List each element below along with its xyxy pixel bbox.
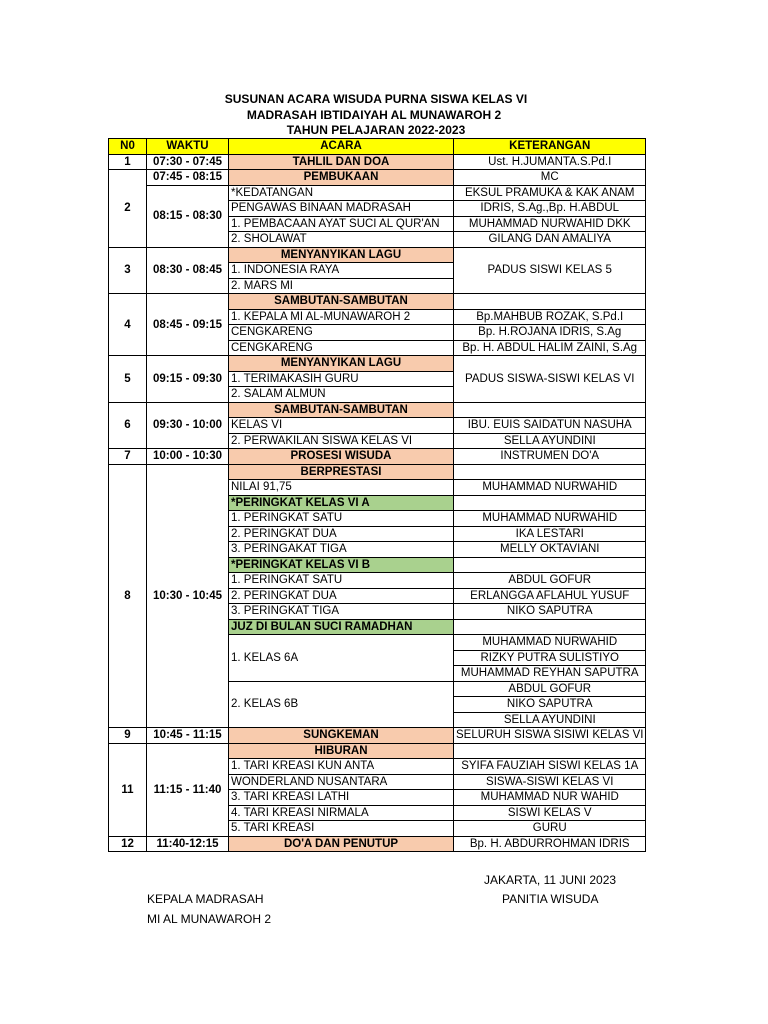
row-acara: CENGKARENG	[229, 325, 454, 341]
row-keterangan: Bp. H.ROJANA IDRIS, S.Ag	[454, 325, 646, 341]
row-keterangan: IKA LESTARI	[454, 526, 646, 542]
row-acara: PENGAWAS BINAAN MADRASAH	[229, 201, 454, 217]
schedule-table	[108, 138, 646, 852]
table-header-row	[109, 139, 646, 155]
row-time: 10:45 - 11:15	[147, 728, 229, 744]
row-keterangan: PADUS SISWI KELAS 5	[454, 247, 646, 294]
row-acara: 1. KELAS 6A	[229, 635, 454, 682]
row-acara: 2. SALAM ALMUN	[229, 387, 454, 403]
committee-label: PANITIA WISUDA	[502, 892, 599, 906]
table-row	[109, 294, 646, 310]
section-title: HIBURAN	[229, 743, 454, 759]
row-acara: 1. TARI KREASI KUN ANTA	[229, 759, 454, 775]
row-number: 8	[109, 464, 147, 728]
row-time: 11:40-12:15	[147, 836, 229, 852]
row-keterangan: ERLANGGA AFLAHUL YUSUF	[454, 588, 646, 604]
row-keterangan: SELLA AYUNDINI	[454, 433, 646, 449]
rank-group-title: *PERINGKAT KELAS VI B	[229, 557, 454, 573]
row-keterangan: SYIFA FAUZIAH SISWI KELAS 1A	[454, 759, 646, 775]
row-time: 10:00 - 10:30	[147, 449, 229, 465]
title-line-3: TAHUN PELAJARAN 2022-2023	[286, 123, 466, 137]
row-number: 12	[109, 836, 147, 852]
row-acara: 1. INDONESIA RAYA	[229, 263, 454, 279]
row-keterangan: ABDUL GOFUR	[454, 681, 646, 697]
row-time: 09:15 - 09:30	[147, 356, 229, 403]
row-keterangan	[454, 557, 646, 573]
row-keterangan: SISWA-SISWI KELAS VI	[454, 774, 646, 790]
row-keterangan	[454, 495, 646, 511]
table-row	[109, 154, 646, 170]
row-keterangan: PADUS SISWA-SISWI KELAS VI	[454, 356, 646, 403]
row-number: 4	[109, 294, 147, 356]
row-keterangan: IBU. EUIS SAIDATUN NASUHA	[454, 418, 646, 434]
section-title: SAMBUTAN-SAMBUTAN	[229, 294, 454, 310]
row-number: 11	[109, 743, 147, 836]
row-keterangan: NIKO SAPUTRA	[454, 604, 646, 620]
row-time: 07:30 - 07:45	[147, 154, 229, 170]
row-keterangan: Ust. H.JUMANTA.S.Pd.I	[454, 154, 646, 170]
row-keterangan	[454, 294, 646, 310]
section-title: MENYANYIKAN LAGU	[229, 356, 454, 372]
row-acara: 2. PERINGKAT DUA	[229, 526, 454, 542]
headmaster-title: KEPALA MADRASAH	[147, 892, 264, 906]
row-time: 07:45 - 08:15	[147, 170, 229, 186]
section-title: SUNGKEMAN	[229, 728, 454, 744]
section-title: TAHLIL DAN DOA	[229, 154, 454, 170]
row-keterangan: INSTRUMEN DO'A	[454, 449, 646, 465]
row-keterangan: MUHAMMAD REYHAN SAPUTRA	[454, 666, 646, 682]
row-keterangan: NIKO SAPUTRA	[454, 697, 646, 713]
row-keterangan: GILANG DAN AMALIYA	[454, 232, 646, 248]
table-row	[109, 247, 646, 263]
row-number: 5	[109, 356, 147, 403]
rank-group-title: *PERINGKAT KELAS VI A	[229, 495, 454, 511]
row-number: 2	[109, 170, 147, 248]
table-row	[109, 836, 646, 852]
row-acara: 2. MARS MI	[229, 278, 454, 294]
row-number: 6	[109, 402, 147, 449]
row-acara: 3. PERINGAKAT TIGA	[229, 542, 454, 558]
table-row	[109, 356, 646, 372]
place-date: JAKARTA, 11 JUNI 2023	[484, 873, 617, 887]
row-keterangan: EKSUL PRAMUKA & KAK ANAM	[454, 185, 646, 201]
row-keterangan: Bp.MAHBUB ROZAK, S.Pd.I	[454, 309, 646, 325]
row-time: 11:15 - 11:40	[147, 743, 229, 836]
row-acara: 5. TARI KREASI	[229, 821, 454, 837]
section-title: MENYANYIKAN LAGU	[229, 247, 454, 263]
row-keterangan: ABDUL GOFUR	[454, 573, 646, 589]
row-acara: 1. PERINGKAT SATU	[229, 573, 454, 589]
row-acara: 2. PERINGKAT DUA	[229, 588, 454, 604]
row-acara: 1. PERINGKAT SATU	[229, 511, 454, 527]
row-time: 08:45 - 09:15	[147, 294, 229, 356]
table-row	[109, 170, 646, 186]
row-acara: 2. KELAS 6B	[229, 681, 454, 728]
row-keterangan: MELLY OKTAVIANI	[454, 542, 646, 558]
header-keterangan: KETERANGAN	[454, 139, 646, 155]
row-keterangan	[454, 619, 646, 635]
row-number: 7	[109, 449, 147, 465]
row-keterangan: MUHAMMAD NURWAHID DKK	[454, 216, 646, 232]
table-row	[109, 743, 646, 759]
row-acara: 2. SHOLAWAT	[229, 232, 454, 248]
header-waktu: WAKTU	[147, 139, 229, 155]
row-keterangan: IDRIS, S.Ag.,Bp. H.ABDUL	[454, 201, 646, 217]
row-time: 10:30 - 10:45	[147, 464, 229, 728]
table-row	[109, 185, 646, 201]
row-acara: 3. PERINGKAT TIGA	[229, 604, 454, 620]
row-time: 08:30 - 08:45	[147, 247, 229, 294]
row-keterangan: GURU	[454, 821, 646, 837]
rank-group-title: JUZ DI BULAN SUCI RAMADHAN	[229, 619, 454, 635]
table-row	[109, 728, 646, 744]
row-time: 09:30 - 10:00	[147, 402, 229, 449]
row-number: 1	[109, 154, 147, 170]
row-acara: CENGKARENG	[229, 340, 454, 356]
row-keterangan: SISWI KELAS V	[454, 805, 646, 821]
table-row	[109, 449, 646, 465]
section-title: DO'A DAN PENUTUP	[229, 836, 454, 852]
title-line-2: MADRASAH IBTIDAIYAH AL MUNAWAROH 2	[246, 108, 502, 122]
row-number: 3	[109, 247, 147, 294]
title-line-1: SUSUNAN ACARA WISUDA PURNA SISWA KELAS VI	[224, 92, 528, 106]
row-acara: 1. TERIMAKASIH GURU	[229, 371, 454, 387]
row-keterangan: MC	[454, 170, 646, 186]
row-acara: *KEDATANGAN	[229, 185, 454, 201]
row-keterangan: SELURUH SISWA SISIWI KELAS VI	[454, 728, 646, 744]
row-keterangan: Bp. H. ABDURROHMAN IDRIS	[454, 836, 646, 852]
row-number: 9	[109, 728, 147, 744]
row-acara: KELAS VI	[229, 418, 454, 434]
school-name: MI AL MUNAWAROH 2	[147, 912, 272, 926]
row-keterangan: SELLA AYUNDINI	[454, 712, 646, 728]
row-time: 08:15 - 08:30	[147, 185, 229, 247]
row-keterangan: MUHAMMAD NURWAHID	[454, 635, 646, 651]
section-title: PROSESI WISUDA	[229, 449, 454, 465]
row-keterangan	[454, 464, 646, 480]
section-title: SAMBUTAN-SAMBUTAN	[229, 402, 454, 418]
row-acara: 1. PEMBACAAN AYAT SUCI AL QUR'AN	[229, 216, 454, 232]
row-acara: 2. PERWAKILAN SISWA KELAS VI	[229, 433, 454, 449]
row-keterangan: MUHAMMAD NURWAHID	[454, 511, 646, 527]
row-keterangan: RIZKY PUTRA SULISTIYO	[454, 650, 646, 666]
row-keterangan	[454, 743, 646, 759]
section-title: BERPRESTASI	[229, 464, 454, 480]
row-acara: 3. TARI KREASI LATHI	[229, 790, 454, 806]
header-acara: ACARA	[229, 139, 454, 155]
row-acara: 4. TARI KREASI NIRMALA	[229, 805, 454, 821]
row-keterangan: Bp. H. ABDUL HALIM ZAINI, S.Ag	[454, 340, 646, 356]
table-row	[109, 402, 646, 418]
table-row	[109, 464, 646, 480]
row-keterangan: MUHAMMAD NUR WAHID	[454, 790, 646, 806]
header-no: N0	[109, 139, 147, 155]
section-title: PEMBUKAAN	[229, 170, 454, 186]
row-acara: NILAI 91,75	[229, 480, 454, 496]
row-keterangan	[454, 402, 646, 418]
row-acara: 1. KEPALA MI AL-MUNAWAROH 2	[229, 309, 454, 325]
row-acara: WONDERLAND NUSANTARA	[229, 774, 454, 790]
row-keterangan: MUHAMMAD NURWAHID	[454, 480, 646, 496]
